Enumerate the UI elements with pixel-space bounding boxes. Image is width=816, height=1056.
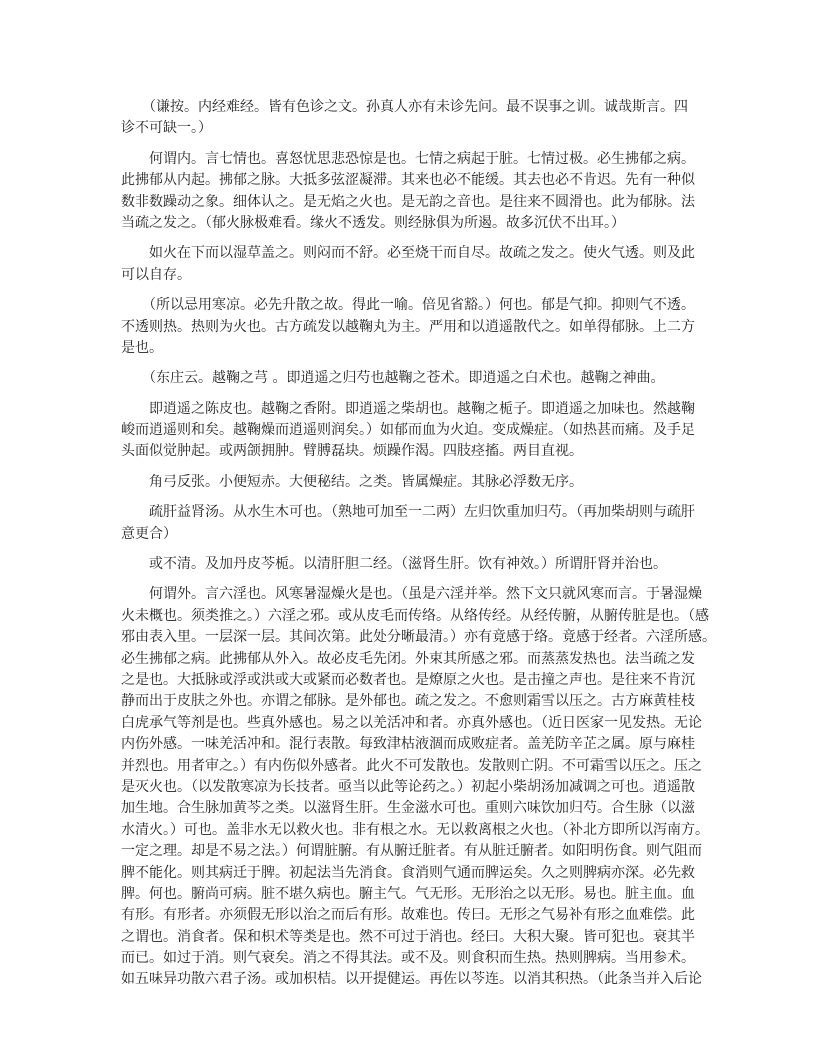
- text-line: 如火在下而以湿草盖之。则闷而不舒。必至烧干而自尽。故疏之发之。使火气透。则及此: [121, 245, 695, 262]
- text-line: 此拂郁从内起。拂郁之脉。大抵多弦涩凝滞。其来也必不能缓。其去也必不肯迟。先有一种似: [121, 172, 695, 189]
- text-line: 不透则热。热则为火也。古方疏发以越鞠丸为主。严用和以逍遥散代之。如单得郁脉。上二方: [121, 318, 695, 335]
- text-line: 角弓反张。小便短赤。大便秘结。之类。皆属燥症。其脉必浮数无序。: [121, 473, 583, 490]
- paragraph: [121, 584, 716, 990]
- text-line: 即逍遥之陈皮也。越鞠之香附。即逍遥之柴胡也。越鞠之栀子。即逍遥之加味也。然越鞠: [121, 400, 695, 417]
- paragraph: [121, 295, 701, 359]
- paragraph: [121, 368, 701, 389]
- text-line: 之谓也。消食者。保和枳术等类是也。然不可过于消也。经曰。大积大聚。皆可犯也。衰其半: [121, 928, 695, 945]
- text-line: 诊不可缺一。）: [121, 120, 212, 137]
- text-line: 疏肝益肾汤。从水生木可也。（熟地可加至一二两）左归饮重加归芍。（再加柴胡则与疏肝: [121, 504, 695, 521]
- text-line: 如五味异功散六君子汤。或加枳桔。以开提健运。再佐以芩连。以消其积热。（此条当并入后论: [121, 971, 702, 988]
- text-line: 意更合）: [121, 525, 177, 542]
- text-line: 一定之理。却是不易之法。）何谓脏腑。有从腑迁脏者。有从脏迁腑者。如阳明伤食。则气阻而: [121, 843, 702, 860]
- text-line: 数非数躁动之象。细体认之。是无焰之火也。是无韵之音也。是往来不圆滑也。此为郁脉。法: [121, 193, 695, 210]
- text-line: 脾不能化。则其病迁于脾。初起法当先消食。食消则气通而脾运矣。久之则脾病亦深。必先救: [121, 864, 695, 881]
- paragraph: [121, 399, 701, 463]
- text-line: 何谓外。言六淫也。风寒暑湿燥火是也。（虽是六淫并举。然下文只就风寒而言。于暑湿燥: [121, 586, 702, 603]
- text-line: 白虎承气等剂是也。些真外感也。易之以羌活冲和者。亦真外感也。（近日医家一见发热。无论: [121, 714, 702, 731]
- document-body: [121, 97, 716, 1000]
- paragraph: [121, 149, 701, 235]
- paragraph: [121, 472, 701, 493]
- text-line: 或不清。及加丹皮芩栀。以清肝胆二经。（滋肾生肝。饮有神效。）所谓肝肾并治也。: [121, 556, 667, 573]
- text-line: 当疏之发之。（郁火脉极难看。缘火不透发。则经脉俱为所遏。故多沉伏不出耳。）: [121, 214, 625, 231]
- paragraph: [121, 97, 701, 140]
- text-line: 头面似觉肿起。或两颌拥肿。臂膊磊块。烦躁作渴。四肢痉搐。两目直视。: [121, 443, 583, 460]
- text-line: 有形。有形者。亦须假无形以治之而后有形。故难也。传曰。无形之气易补有形之血难偿。此: [121, 907, 695, 924]
- paragraph: [121, 243, 701, 286]
- text-line: 何谓内。言七情也。喜怒忧思悲恐惊是也。七情之病起于脏。七情过极。必生拂郁之病。: [121, 150, 695, 167]
- text-line: 内伤外感。一味羌活冲和。混行表散。每致津枯液涸而成败症者。盖羌防辛芷之属。原与麻桂: [121, 736, 695, 753]
- text-line: 邪由表入里。一层深一层。其间次第。此处分晰最清。）亦有竟感于络。竟感于经者。六淫所感。: [121, 629, 716, 646]
- text-line: 可以自存。: [121, 266, 191, 283]
- text-line: 峻而逍遥则和矣。越鞠燥而逍遥则润矣。）如郁而血为火迫。变成燥症。（如热甚而痛。及手足: [121, 422, 695, 439]
- text-line: （所以忌用寒凉。必先升散之故。得此一喻。倍见省豁。）何也。郁是气抑。抑则气不透。: [121, 297, 695, 314]
- text-line: 火未概也。须类推之。）六淫之邪。或从皮毛而传络。从络传经。从经传腑，从腑传脏是也。（感: [121, 607, 709, 624]
- text-line: 并烈也。用者审之。）有内伤似外感者。此火不可发散也。发散则亡阴。不可霜雪以压之。压之: [121, 757, 702, 774]
- text-line: 静而出于皮肤之外也。亦谓之郁脉。是外郁也。疏之发之。不愈则霜雪以压之。古方麻黄桂枝: [121, 693, 695, 710]
- text-line: 而已。如过于消。则气衰矣。消之不得其法。或不及。则食积而生热。热则脾病。当用参术。: [121, 950, 695, 967]
- text-line: 脾。何也。腑尚可病。脏不堪久病也。腑主气。气无形。无形治之以无形。易也。脏主血。血: [121, 885, 695, 902]
- text-line: 是灭火也。（以发散寒凉为长技者。亟当以此等论药之。）初起小柴胡汤加减调之可也。逍遥散: [121, 778, 695, 795]
- text-line: （谦按。内经难经。皆有色诊之文。孙真人亦有未诊先问。最不误事之训。诚哉斯言。四: [121, 99, 688, 115]
- text-line: 水清火。）可也。盖非水无以救火也。非有根之水。无以救离根之火也。（补北方即所以泻南方。: [121, 821, 709, 838]
- text-line: （东庄云。越鞠之芎 。即逍遥之归芍也越鞠之苍术。即逍遥之白术也。越鞠之神曲。: [121, 370, 665, 387]
- paragraph: [121, 554, 701, 575]
- text-line: 必生拂郁之病。此拂郁从外入。故必皮毛先闭。外束其所感之邪。而蒸蒸发热也。法当疏之发: [121, 650, 695, 667]
- text-line: 加生地。合生脉加黄芩之类。以滋肾生肝。生金滋水可也。重则六味饮加归芍。合生脉（以滋: [121, 800, 695, 817]
- paragraph: [121, 502, 701, 545]
- text-line: 之是也。大抵脉或浮或洪或大或紧而必数者也。是燎原之火也。是击撞之声也。是往来不肯沉: [121, 671, 695, 688]
- text-line: 是也。: [121, 339, 163, 356]
